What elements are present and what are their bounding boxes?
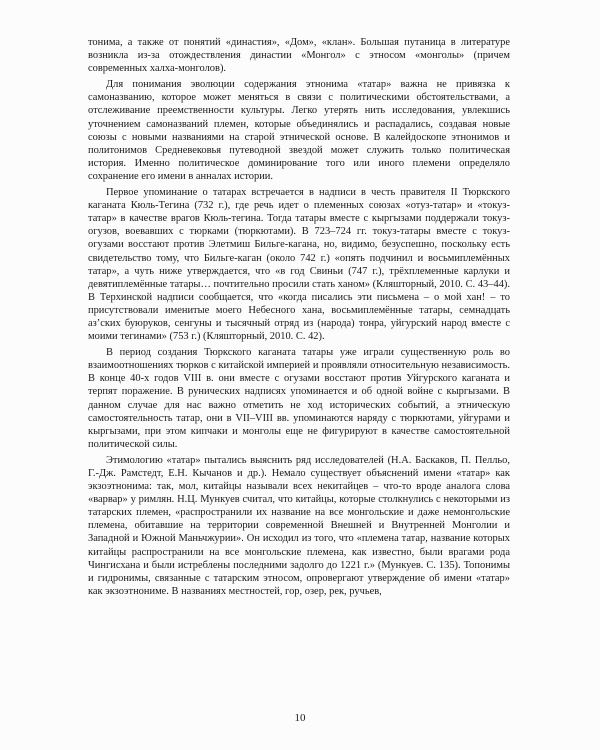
paragraph: Для понимания эволюции содержания этнонима «татар» важна не привязка к самоназванию, которое может меняться в связи с политическими обстоятельствами, а отслеживание преемственности культуры. Легко утерять нить исследования, увлекшись уточнением самоназваний племен, которые объединялись и распадались, создавая новые союзы с новыми названиями на старой этнической основе. В калейдоскопе этнонимов и политонимов Средневековья путеводной звездой может служить только политическая история. Именно политическое доминирование того или иного племени определяло сохранение его имени в анналах истории. [88, 79, 510, 182]
body-text [88, 36, 510, 601]
paragraph: В период создания Тюркского каганата татары уже играли существенную роль во взаимоотношениях тюрков с китайской империей и проявляли относительную независимость. В конце 40-х годов VIII в. они вместе с огузами восстают против Уйгурского каганата и терпят поражение. В рунических надписях упоминается и об одной войне с кыргызами. В данном случае для нас важно отметить не ход исторических событий, а этническую самостоятельность татар, они в VII–VIII вв. упоминаются наряду с тюркютами, уйгурами и кыргызами, при этом кипчаки и монголы еще не фигурируют в качестве самостоятельной политической силы. [88, 347, 510, 450]
paragraph: Первое упоминание о татарах встречается в надписи в честь правителя II Тюркского каганата Кюль-Тегина (732 г.), где речь идет о племенных союзах «отуз-татар» и «токуз-татар» в качестве врагов Кюль-тегина. Тогда татары вместе с кыргызами поддержали токуз-огузов, воевавших с тюрками (тюркютами). В 723–724 гг. токуз-татары вместе с токуз-огузами восстают против Элетмиш Бильге-кагана, но, видимо, безуспешно, поскольку есть свидетельство тому, что Бильге-каган (около 742 г.) «опять подчинил и восьмиплемённых татар», а чуть ниже утверждается, что «в год Свиньи (747 г.), трёхплеменные карлуки и девятиплемённые татары… почтительно просили стать ханом» (Кляшторный, 2010. С. 43–44). В Терхинской надписи сообщается, что «когда писались эти письмена – о мой хан! – то присутствовали именитые моего Небесного хана, восьмиплемённые татары, семнадцать аз’ских буюруков, сенгуны и тысячный отряд из (народа) тонра, уйгурский народ вместе с моими тегинами» (753 г.) (Кляшторный, 2010. С. 42). [88, 187, 510, 343]
page-number: 10 [294, 712, 306, 724]
paragraph: Этимологию «татар» пытались выяснить ряд исследователей (Н.А. Баскаков, П. Пелльо, Г.-Дж. Рамстедт, Е.Н. Кычанов и др.). Немало существует объяснений имени «татар» как экзоэтнонима: так, мол, китайцы называли всех некитайцев – что-то вроде аналога слова «варвар» у римлян. Н.Ц. Мункуев считал, что китайцы, которые столкнулись с некоторыми из татарских племен, «распространили их название на все монгольские и даже немонгольские племена, обитавшие на территории современной Внешней и Внутренней Монголии и Западной и Южной Маньчжурии». Он исходил из того, что «племена татар, название которых китайцы распространили на все монгольские племена, как известно, были врагами рода Чингисхана и были истреблены последними задолго до 1221 г.» (Мункуев. С. 135). Топонимы и гидронимы, связанные с татарским этносом, опровергают утверждение об имени «татар» как экзоэтнониме. В названиях местностей, гор, озер, рек, ручьев, [88, 454, 510, 597]
paragraph: тонима, а также от понятий «династия», «Дом», «клан». Большая путаница в литературе возникла из-за отождествления династии «Монгол» с этносом «монголы» (причем современных халха-монголов). [88, 37, 510, 75]
